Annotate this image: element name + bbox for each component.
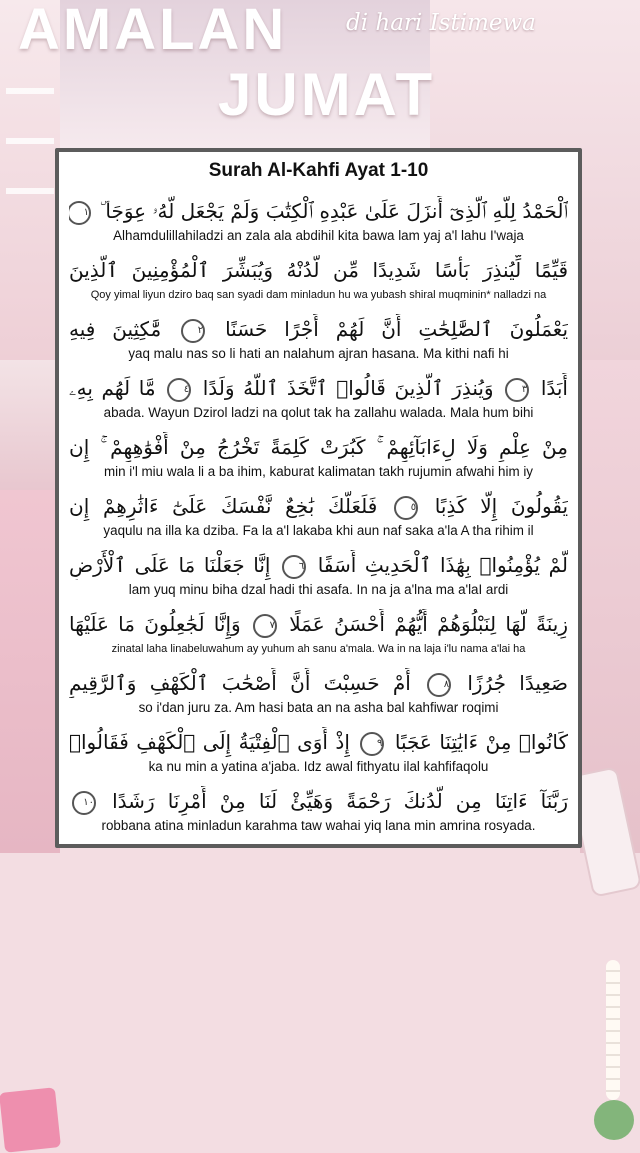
- arabic-text: أَبَدًا ٣ وَيُنذِرَ ٱلَّذِينَ قَالُوا۟ ٱتَّخَذَ ٱللَّهُ وَلَدًا ٤ مَّا لَهُم بِهِۦ: [69, 376, 568, 400]
- ayah-number-icon: ٨: [427, 673, 451, 697]
- ayah-number-icon: ٩: [360, 732, 384, 756]
- verse-line: [69, 491, 568, 541]
- latin-transliteration: robbana atina minladun karahma taw wahai yiq lana min amrina rosyada.: [101, 818, 536, 833]
- verse-line: [69, 314, 568, 364]
- verse-line: [69, 609, 568, 659]
- wall-photo: [0, 360, 60, 490]
- ayah-number-icon: ١٠: [72, 791, 96, 815]
- verse-line: [69, 668, 568, 718]
- arabic-text: ٱلْحَمْدُ لِلَّهِ ٱلَّذِىٓ أَنزَلَ عَلَىٰ عَبْدِهِ ٱلْكِتَٰبَ وَلَمْ يَجْعَل لَّهُۥ عِوَجَا ۜ ١: [69, 196, 568, 226]
- verse-line: [69, 727, 568, 777]
- latin-transliteration: zinatal laha linabeluwahum ay yuhum ah sanu a'mala. Wa in na laja i'lu nama a'lai ha: [111, 643, 526, 655]
- ayah-number-icon: ١: [69, 201, 91, 225]
- ayah-number-icon: ٣: [505, 378, 529, 402]
- surah-title: Surah Al-Kahfi Ayat 1-10: [208, 160, 429, 181]
- latin-transliteration: Alhamdulillahiladzi an zala ala abdihil kita bawa lam yaj a'l lahu I'waja: [113, 228, 524, 243]
- arabic-text: يَعْمَلُونَ ٱلصَّٰلِحَٰتِ أَنَّ لَهُمْ أَجْرًا حَسَنًا ٢ مَّٰكِثِينَ فِيهِ: [69, 317, 568, 341]
- shelf: [6, 88, 54, 94]
- ayah-number-icon: ٤: [167, 378, 191, 402]
- arabic-text: قَيِّمًا لِّيُنذِرَ بَأْسًا شَدِيدًا مِّن لَّدُنْهُ وَيُبَشِّرَ ٱلْمُؤْمِنِينَ ٱلَّذِينَ: [69, 258, 568, 282]
- desk-photo: [0, 490, 60, 853]
- latin-transliteration: abada. Wayun Dzirol ladzi na qolut tak ha zallahu walada. Mala hum bihi: [103, 405, 534, 420]
- latin-transliteration: Qoy yimal liyun dziro baq san syadi dam minladun hu wa yubash shiral muqminin* nalladzi na: [90, 289, 547, 301]
- latin-transliteration: min i'l miu wala li a ba ihim, kaburat kalimatan takh rujumin afwahi him iy: [104, 464, 533, 479]
- arabic-text: رَبَّنَآ ءَاتِنَا مِن لَّدُنكَ رَحْمَةً وَهَيِّئْ لَنَا مِنْ أَمْرِنَا رَشَدًا ١٠: [69, 786, 568, 816]
- pearl-necklace: [606, 960, 620, 1100]
- arabic-text: زِينَةً لَّهَا لِنَبْلُوَهُمْ أَيُّهُمْ أَحْسَنُ عَمَلًا ٧ وَإِنَّا لَجَٰعِلُونَ مَا عَلَيْهَا: [69, 612, 568, 636]
- subtitle: di hari Istimewa: [346, 10, 536, 36]
- shelf: [6, 188, 54, 194]
- ayah-number-icon: ٧: [253, 614, 277, 638]
- verse-line: [69, 432, 568, 482]
- accessories-photo: [580, 360, 640, 853]
- shelf: [6, 138, 54, 144]
- arabic-text: كَانُوا۟ مِنْ ءَايَٰتِنَا عَجَبًا ٩ إِذْ أَوَى ٱلْفِتْيَةُ إِلَى ٱلْكَهْفِ فَقَالُوا۟: [69, 730, 568, 754]
- latin-transliteration: lam yuq minu biha dzal hadi thi asafa. In na ja a'lna ma a'laI ardi: [128, 582, 509, 597]
- verse-line: [69, 550, 568, 600]
- arabic-text: مِنْ عِلْمٍ وَلَا لِءَابَآئِهِمْ ۚ كَبُرَتْ كَلِمَةً تَخْرُجُ مِنْ أَفْوَٰهِهِمْ ۚ إِن: [69, 435, 568, 459]
- laptop: [0, 1087, 61, 1153]
- ayah-number-icon: ٢: [181, 319, 205, 343]
- latin-transliteration: yaqulu na illa ka dziba. Fa la a'l lakaba khi aun naf saka a'la A tha rihim il: [103, 523, 534, 538]
- latin-transliteration: yaq malu nas so li hati an nalahum ajran hasana. Ma kithi nafi hi: [128, 346, 509, 361]
- title-line-2: JUMAT: [218, 61, 436, 128]
- ayah-number-icon: ٦: [282, 555, 306, 579]
- latin-transliteration: ka nu min a yatina a'jaba. Idz awal fithyatu ilal kahfifaqolu: [148, 759, 489, 774]
- verse-line: [69, 373, 568, 423]
- verse-line: [69, 786, 568, 836]
- ayah-number-icon: ٥: [394, 496, 418, 520]
- latin-transliteration: so i'dan juru za. Am hasi bata an na asha bal kahfiwar roqimi: [138, 700, 499, 715]
- title-line-1: AMALAN: [18, 0, 288, 62]
- verse-line: [69, 255, 568, 305]
- arabic-text: لَّمْ يُؤْمِنُوا۟ بِهَٰذَا ٱلْحَدِيثِ أَسَفًا ٦ إِنَّا جَعَلْنَا مَا عَلَى ٱلْأَرْضِ: [69, 553, 568, 577]
- surah-card: [55, 148, 582, 848]
- arabic-text: صَعِيدًا جُرُزًا ٨ أَمْ حَسِبْتَ أَنَّ أَصْحَٰبَ ٱلْكَهْفِ وَٱلرَّقِيمِ: [69, 671, 568, 695]
- arabic-text: يَقُولُونَ إِلَّا كَذِبًا ٥ فَلَعَلَّكَ بَٰخِعٌ نَّفْسَكَ عَلَىٰٓ ءَاثَٰرِهِمْ إِن: [69, 494, 568, 518]
- plant: [594, 1100, 634, 1140]
- verse-line: [69, 196, 568, 246]
